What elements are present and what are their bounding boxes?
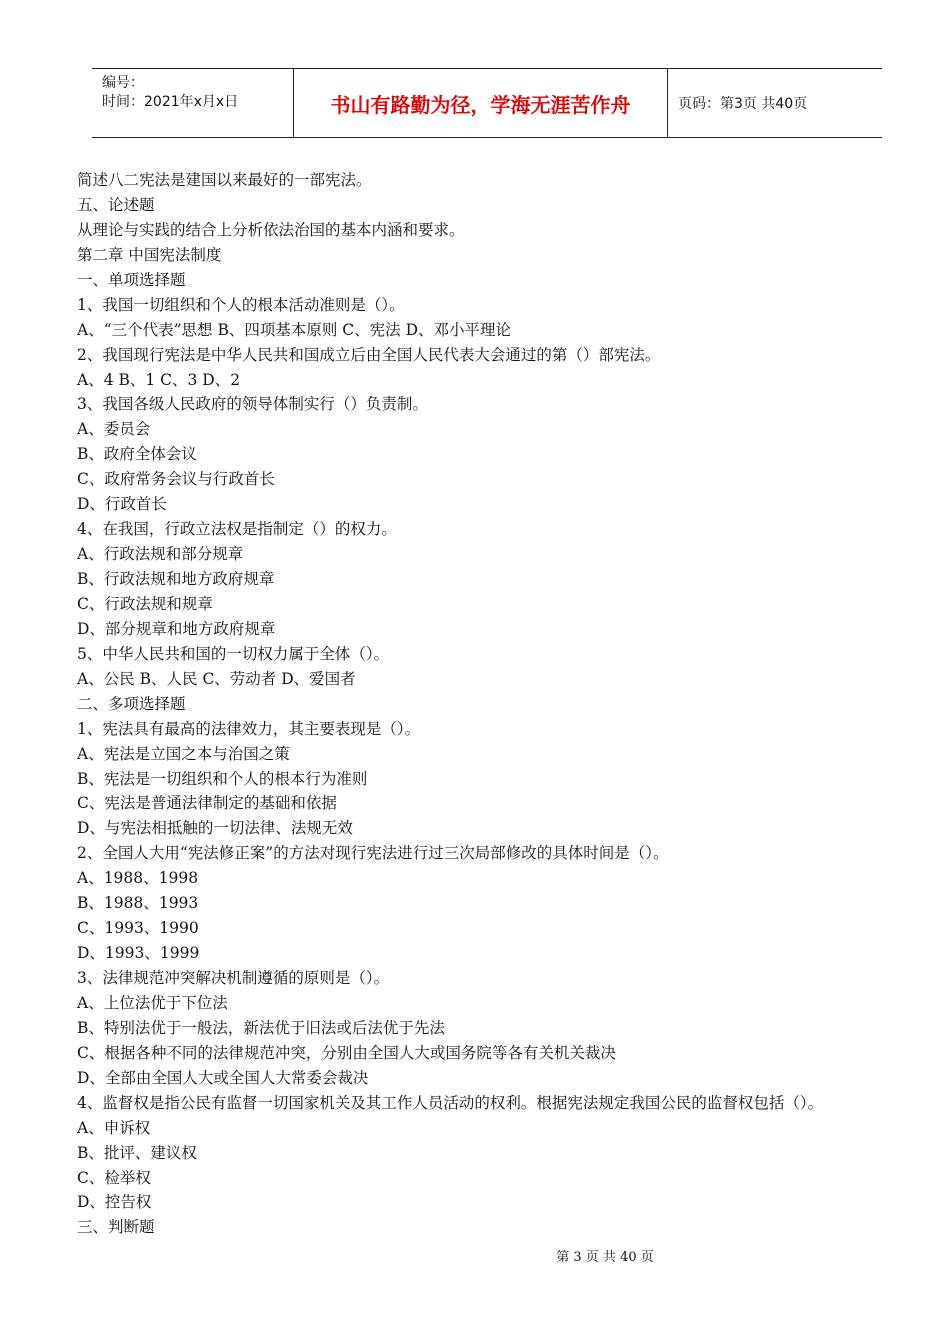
text-line: A、委员会 bbox=[77, 420, 151, 439]
text-line: A、公民 B、人民 C、劳动者 D、爱国者 bbox=[77, 669, 356, 688]
text-line: 2、我国现行宪法是中华人民共和国成立后由全国人民代表大会通过的第（）部宪法。 bbox=[77, 345, 661, 364]
text-line: D、与宪法相抵触的一切法律、法规无效 bbox=[77, 819, 353, 838]
text-line: 三、判断题 bbox=[77, 1218, 155, 1237]
text-line: C、1993、1990 bbox=[77, 919, 199, 938]
text-line: D、全部由全国人大或全国人大常委会裁决 bbox=[77, 1068, 369, 1087]
text-line: A、“三个代表”思想 B、四项基本原则 C、宪法 D、邓小平理论 bbox=[77, 320, 512, 339]
text-line: 4、在我国，行政立法权是指制定（）的权力。 bbox=[77, 520, 397, 539]
header-motto-cell bbox=[294, 69, 668, 137]
document-time-label: 时间：2021年x月x日 bbox=[102, 94, 239, 110]
document-header bbox=[92, 68, 882, 138]
text-line: 3、我国各级人民政府的领导体制实行（）负责制。 bbox=[77, 395, 428, 414]
text-line: B、1988、1993 bbox=[77, 894, 199, 913]
text-line: 4、监督权是指公民有监督一切国家机关及其工作人员活动的权利。根据宪法规定我国公民的监督权包括（）。 bbox=[77, 1093, 824, 1112]
text-line: B、政府全体会议 bbox=[77, 445, 197, 464]
text-line: A、宪法是立国之本与治国之策 bbox=[77, 744, 290, 763]
text-line: A、上位法优于下位法 bbox=[77, 993, 228, 1012]
header-page-number: 页码：第3页 共40页 bbox=[678, 96, 808, 112]
text-line: A、申诉权 bbox=[77, 1118, 151, 1137]
text-line: 五、论述题 bbox=[77, 195, 155, 214]
text-line: B、特别法优于一般法，新法优于旧法或后法优于先法 bbox=[77, 1018, 445, 1037]
text-line: B、批评、建议权 bbox=[77, 1143, 197, 1162]
text-line: D、1993、1999 bbox=[77, 944, 200, 963]
text-line: 简述八二宪法是建国以来最好的一部宪法。 bbox=[77, 171, 372, 189]
text-line: D、行政首长 bbox=[77, 495, 167, 514]
text-line: 从理论与实践的结合上分析依法治国的基本内涵和要求。 bbox=[77, 220, 465, 239]
text-line: A、4 B、1 C、3 D、2 bbox=[77, 370, 241, 389]
text-line: 二、多项选择题 bbox=[77, 694, 186, 713]
text-line: A、1988、1998 bbox=[77, 869, 199, 888]
text-line: C、检举权 bbox=[77, 1168, 151, 1187]
document-body bbox=[77, 168, 897, 1240]
text-line: 一、单项选择题 bbox=[77, 270, 186, 289]
text-line: 第二章 中国宪法制度 bbox=[77, 245, 222, 264]
text-line: C、政府常务会议与行政首长 bbox=[77, 470, 275, 489]
text-line: C、根据各种不同的法律规范冲突，分别由全国人大或国务院等各有关机关裁决 bbox=[77, 1043, 616, 1062]
text-line: 1、宪法具有最高的法律效力，其主要表现是（）。 bbox=[77, 719, 421, 738]
text-line: D、控告权 bbox=[77, 1193, 152, 1212]
text-line: 3、法律规范冲突解决机制遵循的原则是（）。 bbox=[77, 969, 390, 987]
text-line: 5、中华人民共和国的一切权力属于全体（）。 bbox=[77, 644, 390, 663]
text-line: 1、我国一切组织和个人的根本活动准则是（）。 bbox=[77, 295, 405, 314]
text-line: C、宪法是普通法律制定的基础和依据 bbox=[77, 794, 337, 813]
text-line: D、部分规章和地方政府规章 bbox=[77, 619, 276, 638]
header-meta-cell bbox=[92, 69, 294, 137]
document-code-label: 编号： bbox=[102, 75, 144, 91]
page-footer: 第 3 页 共 40 页 bbox=[556, 1250, 654, 1265]
text-line: 2、全国人大用“宪法修正案”的方法对现行宪法进行过三次局部修改的具体时间是（）。 bbox=[77, 844, 669, 863]
text-line: B、行政法规和地方政府规章 bbox=[77, 570, 275, 588]
header-page-cell bbox=[668, 69, 882, 137]
text-line: C、行政法规和规章 bbox=[77, 594, 213, 613]
text-line: A、行政法规和部分规章 bbox=[77, 545, 244, 564]
header-motto: 书山有路勤为径，学海无涯苦作舟 bbox=[330, 92, 631, 117]
text-line: B、宪法是一切组织和个人的根本行为准则 bbox=[77, 769, 368, 788]
